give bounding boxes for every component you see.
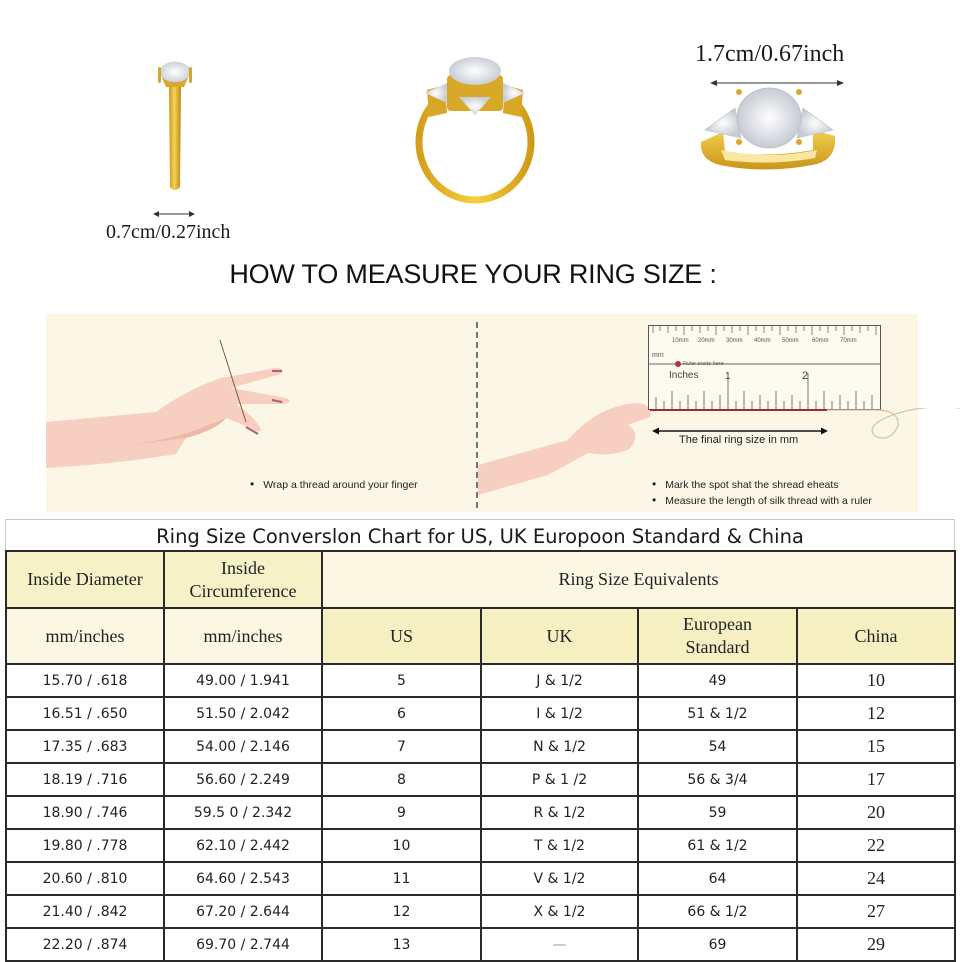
cell-european: 66 & 1/2 xyxy=(638,895,797,928)
ring-size-conversion-table xyxy=(5,550,956,962)
cell-european: 61 & 1/2 xyxy=(638,829,797,862)
cell-uk: X & 1/2 xyxy=(481,895,638,928)
cell-inside-diameter: 22.20 / .874 xyxy=(6,928,164,961)
ring-front-view xyxy=(405,45,545,205)
cell-uk: N & 1/2 xyxy=(481,730,638,763)
ruler-mm-label: mm xyxy=(652,352,664,359)
cell-us: 5 xyxy=(322,664,481,697)
cell-inside-circumference: 69.70 / 2.744 xyxy=(164,928,322,961)
cell-inside-diameter: 18.19 / .716 xyxy=(6,763,164,796)
cell-uk: V & 1/2 xyxy=(481,862,638,895)
cell-china: 22 xyxy=(797,829,955,862)
step1-bullet: • Wrap a thread around your finger xyxy=(250,477,418,491)
cell-european: 59 xyxy=(638,796,797,829)
inch-tick-label: 1 xyxy=(725,371,731,382)
cell-uk: I & 1/2 xyxy=(481,697,638,730)
final-size-arrow xyxy=(652,422,828,430)
cell-european: 56 & 3/4 xyxy=(638,763,797,796)
side-width-arrow xyxy=(153,205,195,213)
header-inside-circumference xyxy=(164,551,322,608)
header-european-standard xyxy=(638,608,797,664)
mm-tick-label: 50mm xyxy=(782,338,799,344)
cell-uk: P & 1 /2 xyxy=(481,763,638,796)
mm-tick-label: 10mm xyxy=(672,338,689,344)
table-row xyxy=(6,895,955,928)
inch-tick-label: 2 xyxy=(802,370,809,382)
cell-uk: J & 1/2 xyxy=(481,664,638,697)
cell-china: 27 xyxy=(797,895,955,928)
hand-with-thread-illustration xyxy=(46,330,326,470)
cell-uk: — xyxy=(481,928,638,961)
cell-inside-circumference: 64.60 / 2.543 xyxy=(164,862,322,895)
measure-title: HOW TO MEASURE YOUR RING SIZE : xyxy=(229,259,717,289)
cell-uk: R & 1/2 xyxy=(481,796,638,829)
cell-inside-diameter: 15.70 / .618 xyxy=(6,664,164,697)
table-row xyxy=(6,796,955,829)
cell-us: 9 xyxy=(322,796,481,829)
table-row xyxy=(6,763,955,796)
mm-tick-label: 20mm xyxy=(698,338,715,344)
hand-holding-thread-illustration xyxy=(478,395,658,495)
cell-inside-diameter: 17.35 / .683 xyxy=(6,730,164,763)
hand-icon xyxy=(46,330,326,470)
cell-inside-circumference: 59.5 0 / 2.342 xyxy=(164,796,322,829)
side-width-label: 0.7cm/0.27inch xyxy=(106,221,231,243)
cell-us: 12 xyxy=(322,895,481,928)
cell-inside-circumference: 49.00 / 1.941 xyxy=(164,664,322,697)
ring-side-view xyxy=(140,55,210,205)
mm-tick-label: 30mm xyxy=(726,338,743,344)
mm-tick-label: 60mm xyxy=(812,338,829,344)
table-row xyxy=(6,928,955,961)
header-us: US xyxy=(322,608,481,664)
header-circumference-units: mm/inches xyxy=(164,608,322,664)
table-row xyxy=(6,730,955,763)
cell-china: 17 xyxy=(797,763,955,796)
cell-inside-circumference: 56.60 / 2.249 xyxy=(164,763,322,796)
header-china: China xyxy=(797,608,955,664)
ruler-inches-label: Inches xyxy=(669,370,699,381)
header-row-1 xyxy=(6,551,955,608)
step2-bullet: • Measure the length of silk thread with a ruler xyxy=(652,493,872,507)
cell-uk: T & 1/2 xyxy=(481,829,638,862)
hand-icon xyxy=(478,395,658,495)
header-inside-diameter: Inside Diameter xyxy=(6,551,164,608)
ring-front-icon xyxy=(405,45,545,205)
cell-inside-diameter: 19.80 / .778 xyxy=(6,829,164,862)
header-diameter-units: mm/inches xyxy=(6,608,164,664)
cell-inside-diameter: 21.40 / .842 xyxy=(6,895,164,928)
top-width-label: 1.7cm/0.67inch xyxy=(695,41,845,67)
table-row xyxy=(6,829,955,862)
header-ring-size-equivalents: Ring Size Equivalents xyxy=(322,551,955,608)
cell-european: 49 xyxy=(638,664,797,697)
ruler-start-label: Ruler starts here xyxy=(683,361,724,367)
cell-us: 13 xyxy=(322,928,481,961)
mm-tick-label: 40mm xyxy=(754,338,771,344)
cell-china: 29 xyxy=(797,928,955,961)
double-arrow-icon xyxy=(153,210,195,218)
mm-tick-label: 70mm xyxy=(840,338,857,344)
ring-top-view xyxy=(695,80,845,185)
cell-us: 7 xyxy=(322,730,481,763)
table-row xyxy=(6,697,955,730)
cell-us: 8 xyxy=(322,763,481,796)
cell-european: 64 xyxy=(638,862,797,895)
cell-us: 6 xyxy=(322,697,481,730)
cell-inside-diameter: 20.60 / .810 xyxy=(6,862,164,895)
ruler-mm-ticks xyxy=(672,338,882,348)
conversion-chart-title: Ring Size Converslon Chart for US, UK Europoon Standard & China xyxy=(5,519,955,551)
header-european-standard-text: European Standard xyxy=(683,614,752,657)
cell-inside-circumference: 51.50 / 2.042 xyxy=(164,697,322,730)
cell-inside-circumference: 62.10 / 2.442 xyxy=(164,829,322,862)
cell-inside-circumference: 67.20 / 2.644 xyxy=(164,895,322,928)
ring-top-icon xyxy=(695,80,845,185)
step2-bullet: • Mark the spot shat the shread eheats xyxy=(652,477,839,491)
cell-european: 69 xyxy=(638,928,797,961)
cell-us: 11 xyxy=(322,862,481,895)
cell-inside-circumference: 54.00 / 2.146 xyxy=(164,730,322,763)
ruler-start-marker xyxy=(675,361,681,367)
cell-us: 10 xyxy=(322,829,481,862)
cell-china: 15 xyxy=(797,730,955,763)
cell-china: 24 xyxy=(797,862,955,895)
cell-european: 51 & 1/2 xyxy=(638,697,797,730)
cell-inside-diameter: 16.51 / .650 xyxy=(6,697,164,730)
cell-china: 12 xyxy=(797,697,955,730)
cell-european: 54 xyxy=(638,730,797,763)
header-inside-circumference-text: Inside Circumference xyxy=(189,557,297,601)
table-row xyxy=(6,664,955,697)
cell-inside-diameter: 18.90 / .746 xyxy=(6,796,164,829)
header-row-2 xyxy=(6,608,955,664)
ring-side-icon xyxy=(140,55,210,205)
table-row xyxy=(6,862,955,895)
cell-china: 10 xyxy=(797,664,955,697)
header-uk: UK xyxy=(481,608,638,664)
cell-china: 20 xyxy=(797,796,955,829)
ruler-caption: The final ring size in mm xyxy=(679,434,799,446)
